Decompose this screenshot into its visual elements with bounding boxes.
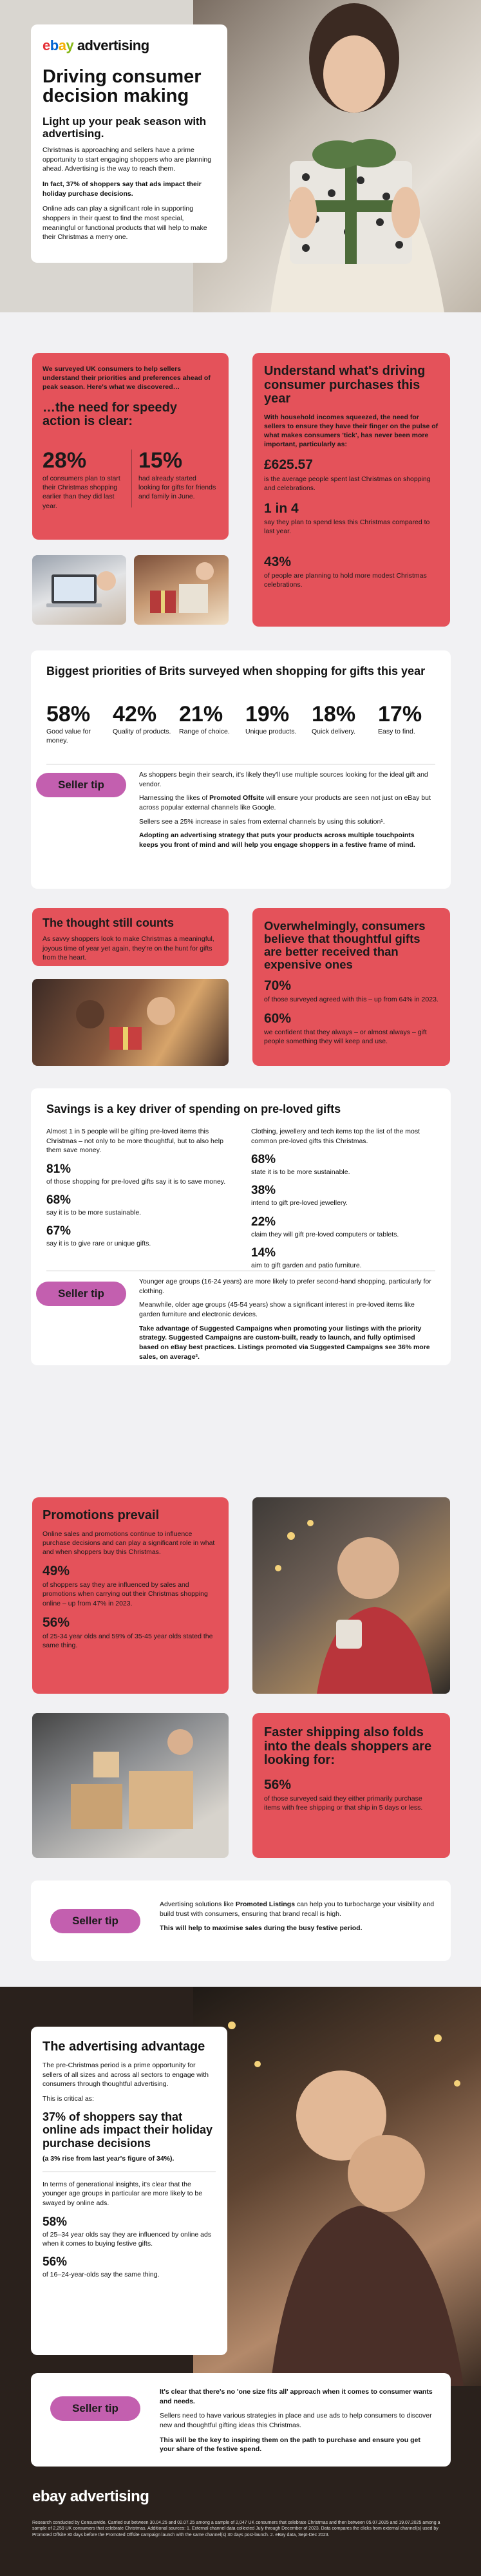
- advantage-card: The advertising advantage The pre-Christmas period is a prime opportunity for sellers of all sizes and across all sectors to engage with consumers through thoughtful advertising. This is critical as: 37% of shoppers say that online ads impact their holiday purchase decisions (a 3% rise from last year's figure of 34%). In terms of generational insights, it's clear that the younger age groups in particular are more likely to be swayed by online ads. 58% of 25–34 year olds say they are influenced by online ads when it comes to buying festive gifts. 56% of 16–24-year-olds say the same thing.: [31, 2027, 227, 2355]
- understand-stat-2-value: 1 in 4: [264, 500, 299, 516]
- thought-heading: The thought still counts: [42, 916, 174, 929]
- woman-with-gift-illustration: [193, 0, 481, 312]
- priority-stat: 42% Quality of products.: [113, 702, 171, 735]
- laptop-shopping-photo: [32, 555, 126, 625]
- understand-stat-3-label: of people are planning to hold more modest Christmas celebrations.: [264, 572, 427, 589]
- priorities-heading: Biggest priorities of Brits surveyed when shopping for gifts this year: [46, 665, 426, 677]
- overwhelm-heading: Overwhelmingly, consumers believe that thoughtful gifts are better received than expensive ones: [264, 919, 426, 971]
- stat-label: had already started looking for gifts for friends and family in June.: [138, 475, 216, 501]
- hero-photo: [193, 0, 481, 312]
- survey-heading: …the need for speedy action is clear:: [42, 400, 177, 429]
- promotions-stat-1-value: 49%: [42, 1564, 70, 1579]
- survey-lead: We surveyed UK consumers to help sellers understand their priorities and preferences ahead of peak season. Here's what we discovered…: [42, 365, 211, 392]
- overwhelm-card: [252, 908, 450, 1066]
- understand-card: [252, 353, 450, 627]
- parcels-at-door-photo: [32, 1713, 229, 1858]
- advantage-heading: The advertising advantage: [42, 2040, 205, 2054]
- promotions-stat-2-label: of 25-34 year olds and 59% of 35-45 year olds stated the same thing.: [42, 1632, 213, 1649]
- faster-heading: Faster shipping also folds into the deals shoppers are looking for:: [264, 1725, 432, 1768]
- listings-tip-text: Advertising solutions like Promoted Listings can help you to turbocharge your visibility and build trust with consumers, ensuring that brand recall is high. This will help to maximise sales during the busy festive period.: [160, 1900, 435, 1933]
- research-footnote: Research conducted by Censuswide. Carried out between 30.04.25 and 02.07.25 among a sample of 2,047 UK consumers that celebrate Christmas and then between 05.07.2025 and 19.07.2025 among a sample of 2,259 UK consumers that celebrate Christmas. Additional sources: 1. External channel data collected July through December of 2023. Data compares the clicks from external channel(s) used by Promoted Offsite 30 days before the Promoted Offsite campaign launch with the same channel(s) 30 days post-launch. 2. eBay data, Sept-Dec 2023.: [32, 2521, 440, 2537]
- final-tip-text: It's clear that there's no 'one size fits all' approach when it comes to consumer wants and needs. Sellers need to have various strategies in place and use ads to help consumers to discover new and thoughtful gifting ideas this Christmas. This will be the key to inspiring them on the path to purchase and ensure you get your share of the festive spend.: [160, 2388, 433, 2454]
- advantage-section: [0, 1987, 481, 2576]
- understand-stat-1-value: £625.57: [264, 457, 313, 473]
- hero-paragraph-2: In fact, 37% of shoppers say that ads impact their holiday purchase decisions.: [42, 180, 202, 198]
- listings-tip-card: [31, 1880, 451, 1961]
- overwhelm-stat-2-value: 60%: [264, 1011, 292, 1027]
- hero-card: [31, 24, 227, 263]
- understand-lead: With household incomes squeezed, the need for sellers to ensure they have their finger on the pulse of what makes consumers 'tick', has never been more important, particularly as:: [264, 413, 439, 449]
- seller-tip-badge: Seller tip: [50, 2396, 140, 2421]
- priorities-stats-row: [46, 703, 439, 755]
- overwhelm-stat-2-label: we confident that they always – or almost always – gift people something they will keep and use.: [264, 1028, 427, 1046]
- friends-exchanging-gifts-photo: [32, 979, 229, 1066]
- page-title: Driving consumer decision making: [42, 66, 202, 107]
- hero-section: [0, 0, 481, 312]
- preloved-left-column: Almost 1 in 5 people will be gifting pre-loved items this Christmas – not only to be more thoughtful, but to also help them save money. 81% of those shopping for pre-loved gifts say it is to save money. 68% say it is to be more sustainable. 67% say it is to give rare or unique gifts.: [46, 1128, 226, 1248]
- priority-stat: 21% Range of choice.: [179, 702, 230, 735]
- overwhelm-stat-1-label: of those surveyed agreed with this – up from 64% in 2023.: [264, 995, 439, 1003]
- promotions-text: Online sales and promotions continue to influence purchase decisions and can play a significant role in what and when shoppers buy this Christmas.: [42, 1530, 215, 1556]
- seller-tip-badge: Seller tip: [36, 1282, 126, 1306]
- final-tip-card: [31, 2373, 451, 2467]
- footer-logo: ebay advertising: [32, 2488, 149, 2505]
- priorities-card: [31, 650, 451, 889]
- thought-text: As savvy shoppers look to make Christmas a meaningful, joyous time of year yet again, they're on the hunt for gifts from the heart.: [42, 935, 214, 961]
- understand-heading: Understand what's driving consumer purchases this year: [264, 364, 426, 406]
- promotions-heading: Promotions prevail: [42, 1508, 160, 1522]
- survey-stat-divider: [131, 450, 132, 507]
- preloved-right-column: Clothing, jewellery and tech items top the list of the most common pre-loved gifts this Christmas. 68% state it is to be more sustainable. 38% intend to gift pre-loved jewellery. 22% claim they will gift pre-loved computers or tablets. 14% aim to gift garden and patio furniture.: [251, 1128, 420, 1269]
- promoted-offsite-link: Promoted Offsite: [209, 794, 265, 802]
- promoted-listings-link: Promoted Listings: [235, 1900, 296, 1908]
- seller-tip-badge: Seller tip: [50, 1909, 140, 1933]
- stat-value: 15%: [138, 448, 183, 473]
- priorities-tip-text: As shoppers begin their search, it's likely they'll use multiple sources looking for the ideal gift and vendor. Harnessing the likes of Promoted Offsite will ensure your products are seen not just on eBay but across popular external channels like Google. Sellers see a 25% increase in sales from external channels by using this solution¹. Adopting an advertising strategy that puts your products across multiple touchpoints keeps you front of mind and will help you engage shoppers in a festive frame of mind.: [139, 771, 431, 849]
- priority-stat: 17% Easy to find.: [378, 702, 422, 735]
- advantage-big-stat: 37% of shoppers say that online ads impact their holiday purchase decisions: [42, 2110, 213, 2150]
- hero-paragraph-1: Christmas is approaching and sellers have a prime opportunity to start engaging shoppers who are planning ahead. Advertising is the way to reach them.: [42, 146, 212, 173]
- festive-gifts-photo: [134, 555, 229, 625]
- priority-stat: 58% Good value for money.: [46, 702, 91, 744]
- faster-shipping-card: [252, 1713, 450, 1858]
- survey-card: [32, 353, 229, 540]
- priority-stat: 19% Unique products.: [245, 702, 297, 735]
- preloved-tip-text: Younger age groups (16-24 years) are more likely to prefer second-hand shopping, particularly for clothing. Meanwhile, older age groups (45-54 years) show a significant interest in pre-loved items like garden furniture and electronic devices. Take advantage of Suggested Campaigns when promoting your listings with the priority strategy. Suggested Campaigns are custom-built, ready to launch, and fully optimised based on eBay best practices. Listings promoted via Suggested Campaigns see 36% more sales, on average².: [139, 1278, 431, 1361]
- hero-paragraph-3: Online ads can play a significant role in supporting shoppers in their quest to find the most special, meaningful or functional products that will help to make their Christmas a merry one.: [42, 205, 207, 242]
- family-christmas-photo: [193, 1987, 481, 2386]
- ebay-advertising-logo: ebay advertising: [42, 37, 149, 53]
- promotions-card: [32, 1497, 229, 1694]
- understand-stat-2-label: say they plan to spend less this Christmas compared to last year.: [264, 518, 430, 536]
- understand-stat-3-value: 43%: [264, 554, 292, 570]
- understand-stat-1-label: is the average people spent last Christmas on shopping and celebrations.: [264, 475, 431, 492]
- seller-tip-badge: Seller tip: [36, 773, 126, 797]
- promotions-stat-1-label: of shoppers say they are influenced by sales and promotions when carrying out their Christmas shopping online – up from 47% in 2023.: [42, 1581, 208, 1607]
- faster-stat-label: of those surveyed said they either primarily purchase items with free shipping or that ship in 5 days or less.: [264, 1794, 423, 1812]
- preloved-heading: Savings is a key driver of spending on pre-loved gifts: [46, 1103, 341, 1115]
- overwhelm-stat-1-value: 70%: [264, 978, 292, 993]
- priority-stat: 18% Quick delivery.: [312, 702, 356, 735]
- promotions-stat-2-value: 56%: [42, 1615, 70, 1630]
- hero-subtitle: Light up your peak season with advertising.: [42, 115, 207, 140]
- stat-value: 28%: [42, 448, 87, 473]
- stat-label: of consumers plan to start their Christmas shopping earlier than they did last year.: [42, 475, 120, 510]
- preloved-card: [31, 1088, 451, 1365]
- survey-stat-2: [138, 450, 219, 502]
- woman-with-mug-photo: [252, 1497, 450, 1694]
- survey-stat-1: [42, 450, 126, 511]
- faster-stat-value: 56%: [264, 1777, 292, 1792]
- thought-card: [32, 908, 229, 966]
